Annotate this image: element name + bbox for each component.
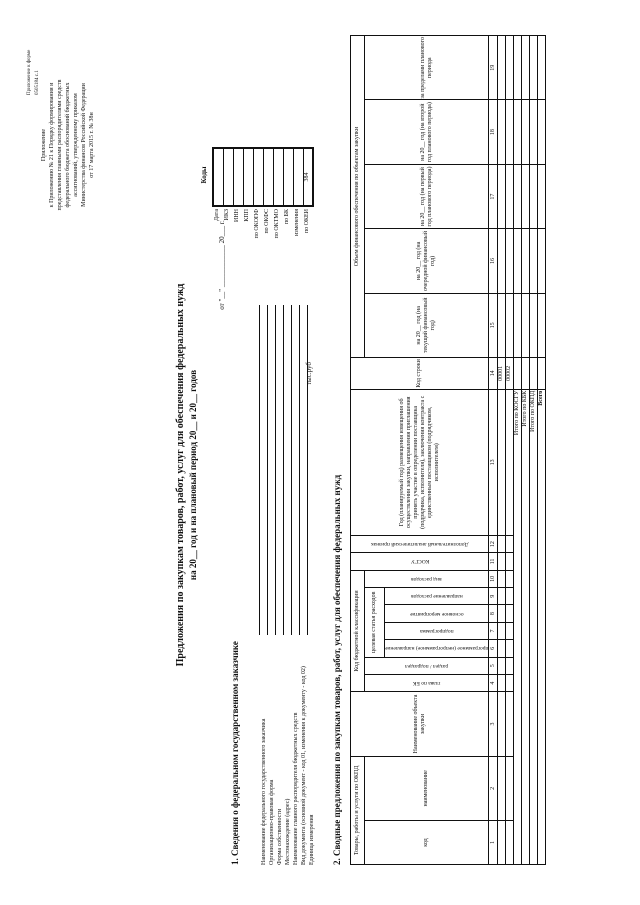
- code-value: [243, 148, 253, 206]
- column-number: 15: [489, 293, 498, 357]
- column-numbers-row: [489, 36, 498, 865]
- code-label: ИНН: [234, 209, 240, 222]
- column-number: 7: [489, 622, 498, 639]
- section1-row: [284, 305, 299, 865]
- appendix-line: ассигнований, утвержденному приказом: [73, 93, 79, 197]
- h-fin: Объем финансового обеспечения по объектам закупки: [351, 36, 365, 358]
- h-fin-3: на 20__ год (на первый год планового периода): [365, 164, 489, 228]
- h-fin-4: на 20__ год (на второй год планового периода): [365, 100, 489, 164]
- column-number: 6: [489, 640, 498, 657]
- h-object: Наименование объекта закупки: [351, 692, 489, 756]
- section1-row: [276, 305, 291, 865]
- column-number: 13: [489, 389, 498, 535]
- fill-line: [307, 305, 308, 635]
- column-number: 1: [489, 821, 498, 865]
- appendix-note: [40, 45, 96, 245]
- total-row: [522, 36, 530, 865]
- section1-label: Наименование главного распорядителя бюджетных средств: [293, 712, 299, 865]
- appendix-line: федерального бюджета обоснований бюджетных: [65, 82, 71, 208]
- column-number: 11: [489, 553, 498, 570]
- section1-label: Форма собственности: [277, 808, 283, 865]
- form-sheet: [20, 25, 620, 885]
- h-vid: вид расходов: [365, 570, 489, 587]
- codes-table: [212, 147, 314, 207]
- h-csr-2: подпрограмма: [385, 622, 489, 639]
- column-number: 8: [489, 605, 498, 622]
- code-value: [293, 148, 303, 206]
- code-value: [273, 148, 283, 206]
- h-name: наименование: [365, 756, 489, 820]
- section1-row: [252, 305, 267, 865]
- section1-label: Организационно-правовая форма: [269, 779, 275, 865]
- form-period: на 20__ год и на плановый период 20__ и 20__ годов: [188, 369, 198, 581]
- appendix-line: представления главными распорядителями средств: [57, 79, 63, 211]
- code-label: КПП: [244, 209, 250, 222]
- code-label: по ОКОПФ: [254, 209, 260, 239]
- h-csr-3: основное мероприятие: [385, 605, 489, 622]
- section1-title: 1. Сведения о федеральном государственном заказчике: [230, 641, 240, 865]
- h-dop: Дополнительный аналитический признак: [351, 535, 489, 552]
- h-fin-2: на 20__ год (на очередной финансовый год): [365, 229, 489, 293]
- unit-label: тыс.руб: [305, 362, 313, 385]
- codes-header: Коды: [200, 166, 208, 184]
- code-value: [253, 148, 263, 206]
- code-value: [263, 148, 273, 206]
- line-code-2: 00002: [506, 358, 514, 390]
- code-label: по ОКФС: [264, 209, 270, 234]
- column-number: 2: [489, 756, 498, 820]
- code-value: 384: [303, 148, 313, 206]
- code-value: [213, 148, 223, 206]
- h-csr: целевая статья расходов: [365, 588, 385, 658]
- column-number: 9: [489, 588, 498, 605]
- total-row: [530, 36, 538, 865]
- section2-title: 2. Сводные предложения по закупкам товаров, работ, услуг для обеспечения федеральных нужд: [332, 474, 342, 865]
- h-razdel: раздел / подраздел: [365, 657, 489, 674]
- total-row: [514, 36, 522, 865]
- section1-label: Наименование федерального государственного заказчика: [261, 718, 267, 865]
- column-number: 16: [489, 229, 498, 293]
- table-row: [498, 36, 506, 865]
- column-number: 10: [489, 570, 498, 587]
- h-code: код: [365, 821, 489, 865]
- code-value: [233, 148, 243, 206]
- section1-label: Местонахождение (адрес): [285, 798, 291, 865]
- h-kosgu: КОСГУ: [351, 553, 489, 570]
- total-kbk: Итого по КБК: [522, 389, 530, 864]
- column-number: 17: [489, 164, 498, 228]
- column-number: 12: [489, 535, 498, 552]
- h-fin-5: за пределами планового периода: [365, 36, 489, 100]
- total-kosgu: Итого по КОСГУ: [514, 389, 522, 864]
- section1-label: Вид документа (основной документ - код 01, изменения к документу - код 02): [301, 666, 307, 865]
- code-label: Дата: [214, 209, 220, 221]
- appendix-line: Министерства финансов Российской Федерации: [81, 83, 87, 207]
- h-fin-1: на 20__ год (на текущий финансовый год): [365, 293, 489, 357]
- table-row: [506, 36, 514, 865]
- column-number: 18: [489, 100, 498, 164]
- code-label: по ОКТМО: [274, 209, 280, 239]
- total-row: [538, 36, 546, 865]
- code-value: [223, 148, 233, 206]
- column-number: 3: [489, 692, 498, 756]
- line-code-1: 00001: [498, 358, 506, 390]
- column-number: 19: [489, 36, 498, 100]
- form-title: Предложения по закупкам товаров, работ, услуг для обеспечения федеральных нужд: [175, 283, 186, 667]
- h-csr-1: программное (непрограммное) направление: [385, 640, 489, 657]
- form-date: от "__" ____________ 20___ г.: [218, 220, 226, 310]
- code-label: по ОКЕИ: [304, 209, 310, 234]
- h-goods: Товары, работы и услуги по ОКПД: [351, 756, 365, 864]
- h-csr-4: направление расходов: [385, 588, 489, 605]
- appendix-line: от 17 марта 2015 г. № 38н: [89, 112, 95, 178]
- appendix-line: Приложение: [41, 128, 47, 162]
- section1-label: Единица измерения: [309, 814, 315, 865]
- file-ref: Приложение к форме 0505184 с.1: [27, 49, 40, 95]
- h-year: Год (планируемый год) размещения извещения об осуществлении закупки, направления приглашения принять участие в определении поставщика (подрядчика, исполнителя), заключения контракта с единственным поставщиком (подрядчиком, исполнителем): [351, 389, 489, 535]
- column-number: 5: [489, 657, 498, 674]
- h-glava: глава по БК: [365, 674, 489, 691]
- total-okpd: Итого по ОКПД: [530, 389, 538, 864]
- code-value: [283, 148, 293, 206]
- column-number: 14: [489, 358, 498, 390]
- code-label: ИКЗ: [224, 209, 230, 221]
- total-all: Всего: [538, 389, 546, 864]
- h-line: Код строки: [351, 358, 489, 390]
- code-label: изменения: [294, 209, 300, 237]
- h-kbk: Код бюджетной классификации: [351, 570, 365, 692]
- code-labels: [212, 209, 312, 285]
- column-number: 4: [489, 674, 498, 691]
- proposals-table: [350, 35, 546, 865]
- code-label: по БК: [284, 209, 290, 225]
- appendix-line: к Приложению № 21 к Порядку формирования и: [49, 82, 55, 208]
